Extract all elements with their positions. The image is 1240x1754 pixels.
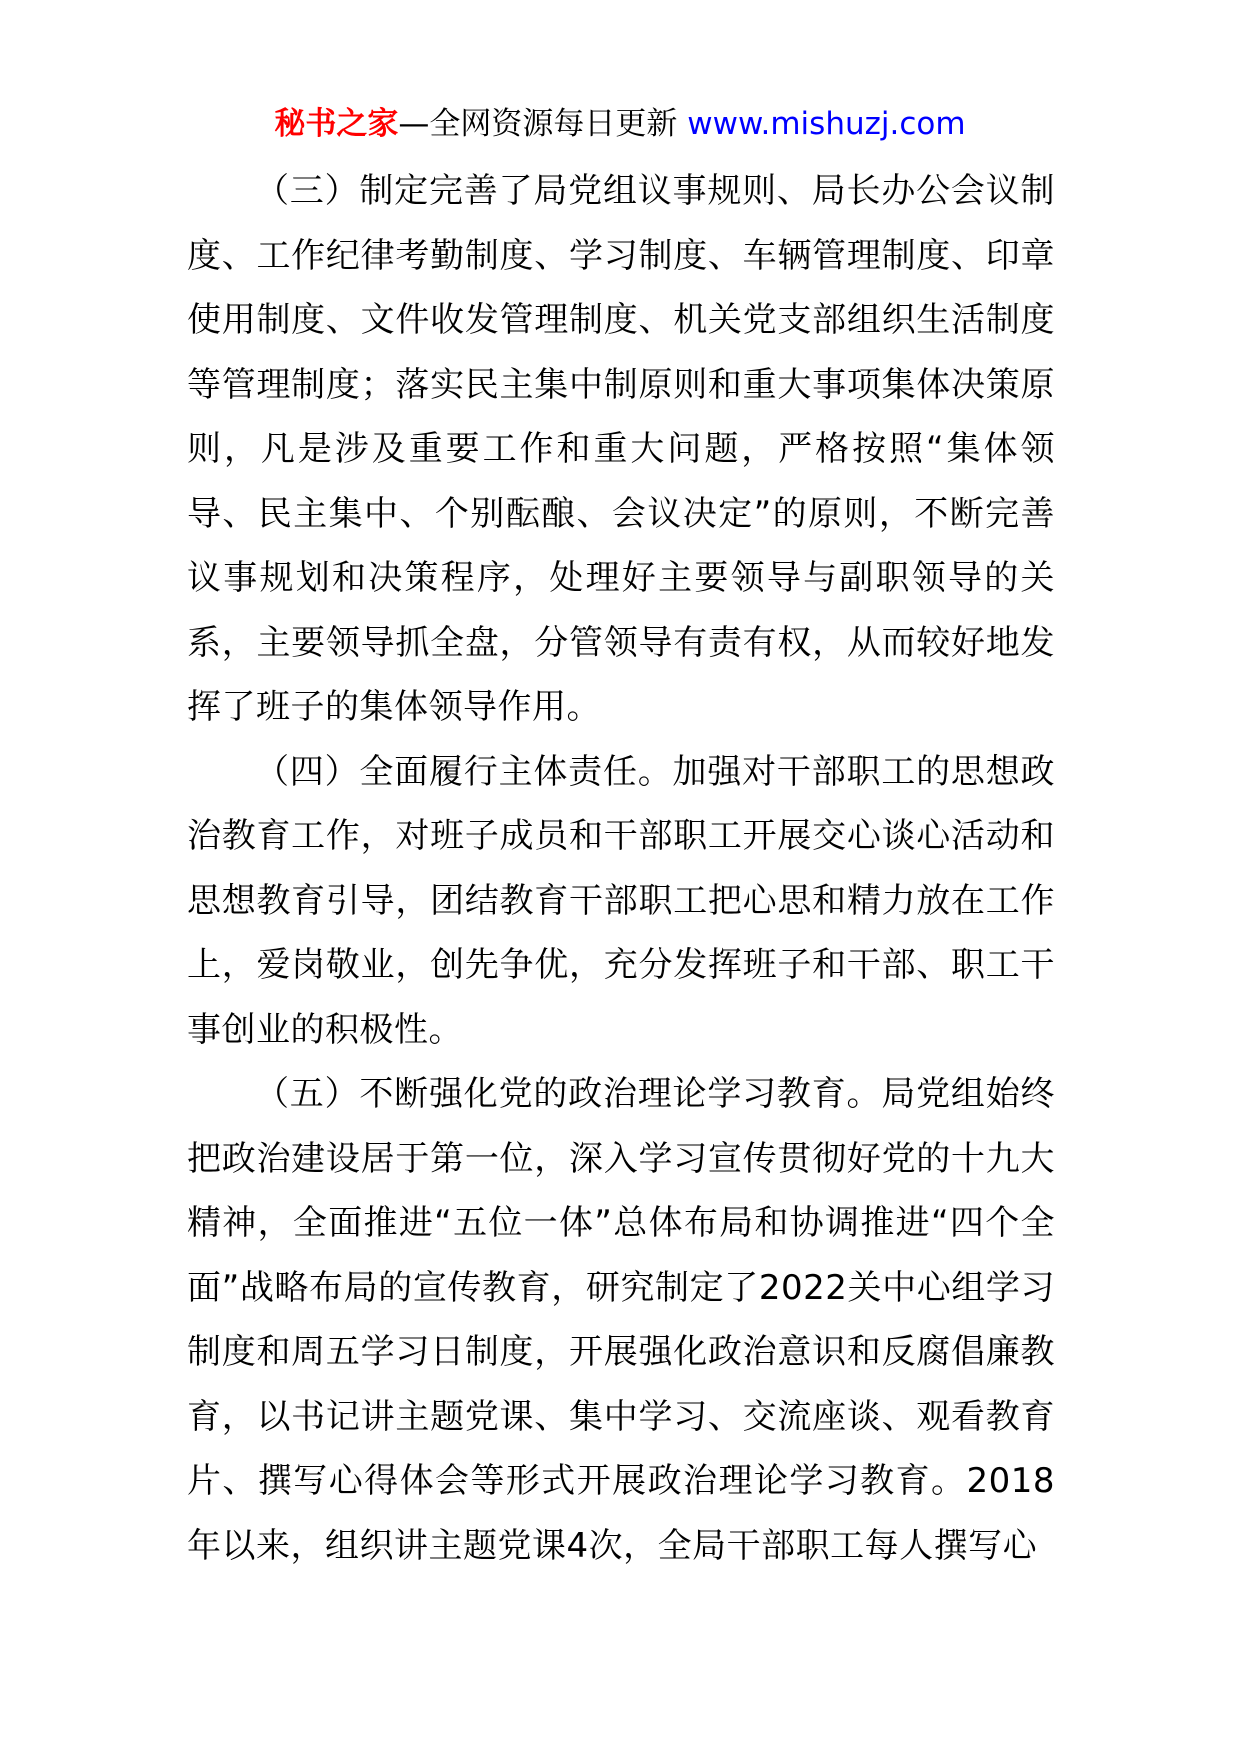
page-header (0, 102, 1240, 146)
site-url: www.mishuzj.com (687, 106, 966, 142)
document-body (187, 159, 1055, 1578)
paragraph-section-4: （四）全面履行主体责任。加强对干部职工的思想政治教育工作，对班子成员和干部职工开展交心谈心活动和思想教育引导，团结教育干部职工把心思和精力放在工作上，爱岗敬业，创先争优，充分发挥班子和干部、职工干事创业的积极性。 (187, 751, 1055, 1050)
paragraph-section-5: （五）不断强化党的政治理论学习教育。局党组始终把政治建设居于第一位，深入学习宣传贯彻好党的十九大精神，全面推进“五位一体”总体布局和协调推进“四个全面”战略布局的宣传教育，研究制定了2022关中心组学习制度和周五学习日制度，开展强化政治意识和反腐倡廉教育，以书记讲主题党课、集中学习、交流座谈、观看教育片、撰写心得体会等形式开展政治理论学习教育。2018年以来，组织讲主题党课4次，全局干部职工每人撰写心 (187, 1074, 1055, 1566)
site-brand: 秘书之家 (274, 106, 399, 142)
site-tagline: —全网资源每日更新 (398, 106, 688, 142)
paragraph-section-3: （三）制定完善了局党组议事规则、局长办公会议制度、工作纪律考勤制度、学习制度、车辆管理制度、印章使用制度、文件收发管理制度、机关党支部组织生活制度等管理制度；落实民主集中制原则和重大事项集体决策原则，凡是涉及重要工作和重大问题，严格按照“集体领导、民主集中、个别酝酿、会议决定”的原则，不断完善议事规划和决策程序，处理好主要领导与副职领导的关系，主要领导抓全盘，分管领导有责有权，从而较好地发挥了班子的集体领导作用。 (187, 171, 1055, 727)
